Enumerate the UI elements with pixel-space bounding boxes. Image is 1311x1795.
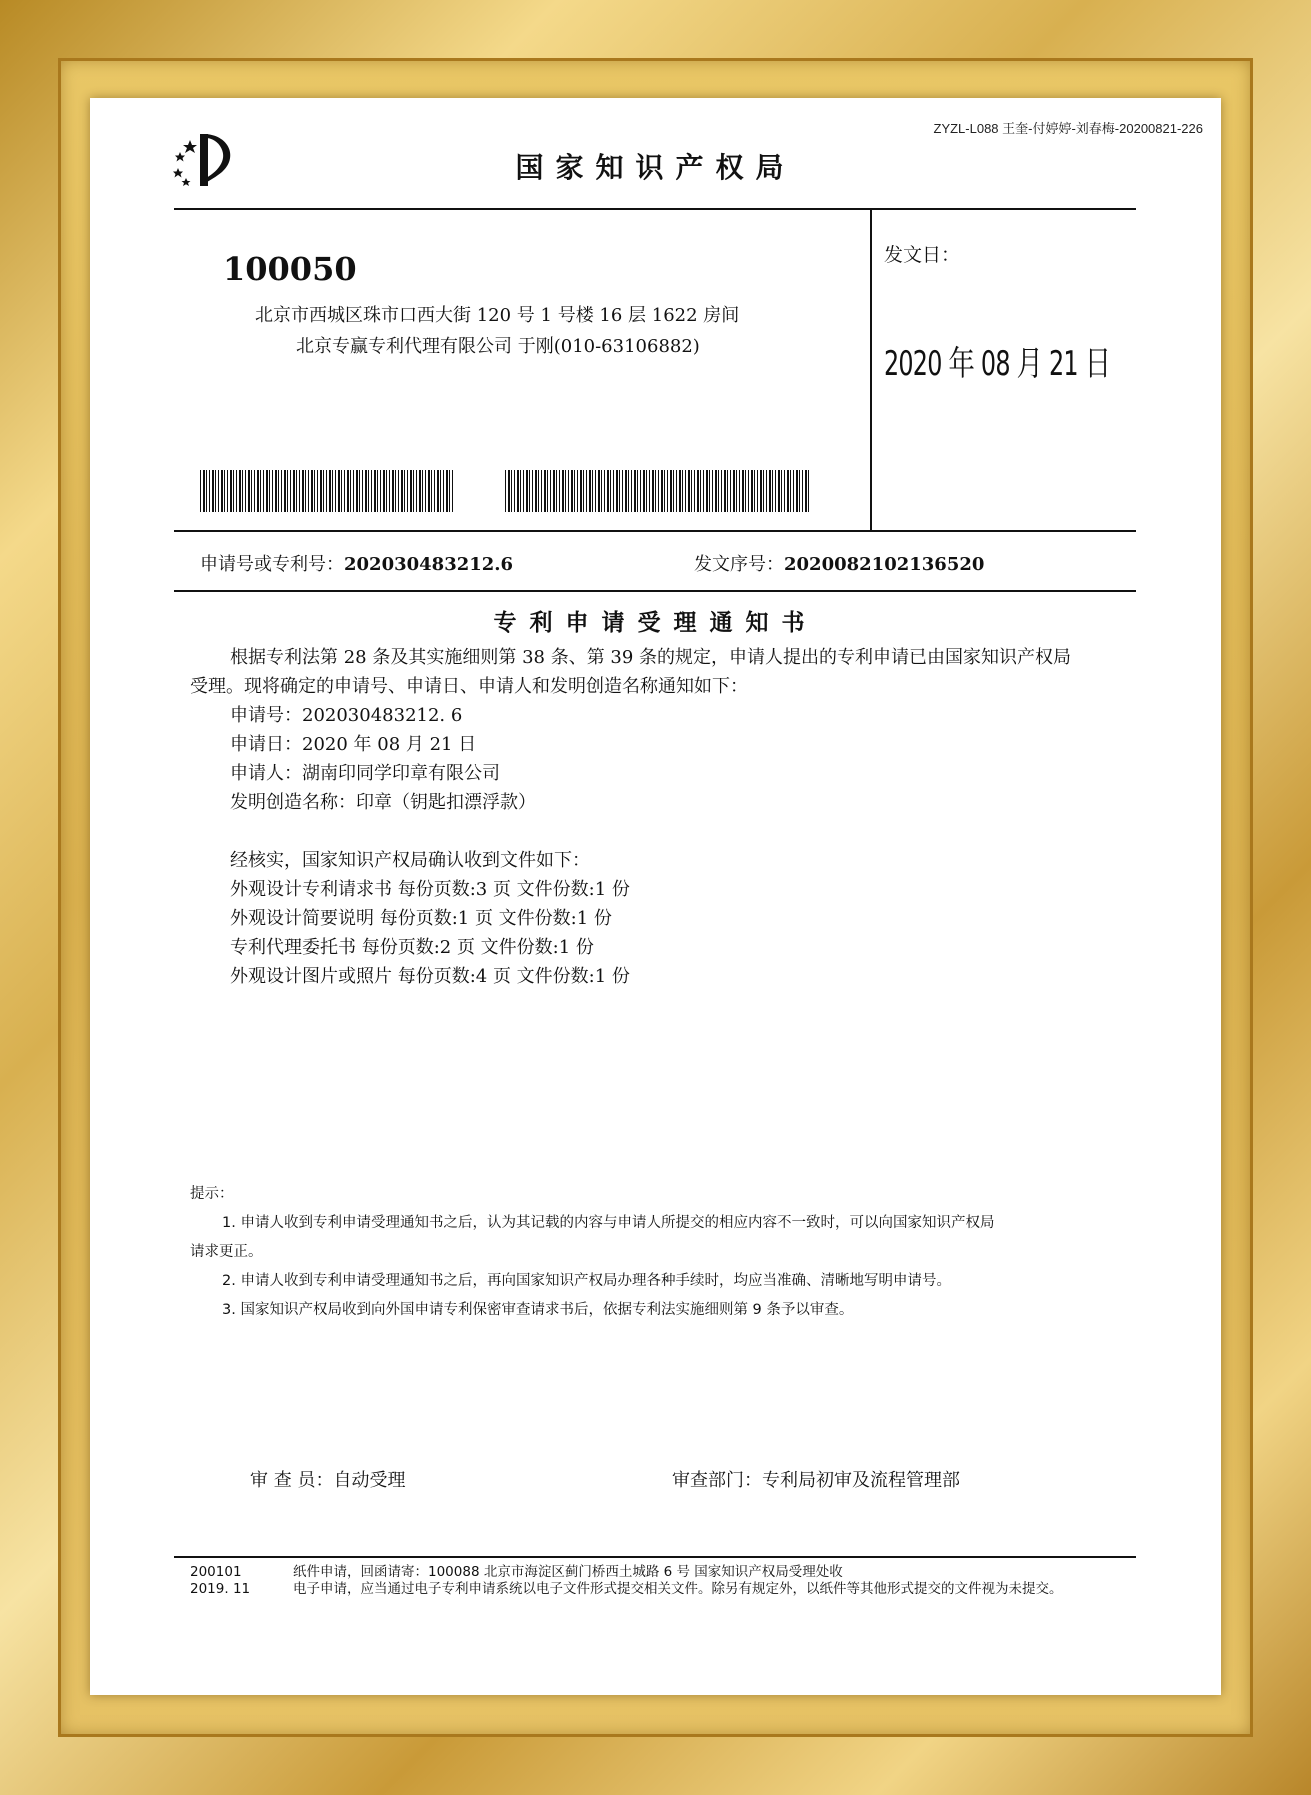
tip-item-1-cont: 请求更正。 [190,1244,263,1260]
footer-paper-submission: 纸件申请，回函请寄：100088 北京市海淀区蓟门桥西土城路 6 号 国家知识产权局受理处收 [293,1564,843,1580]
notice-document [90,98,1221,1695]
document-item: 专利代理委托书 每份页数:2 页 文件份数:1 份 [230,937,594,958]
document-item: 外观设计图片或照片 每份页数:4 页 文件份数:1 份 [230,966,630,987]
intro-line-1: 根据专利法第 28 条及其实施细则第 38 条、第 39 条的规定，申请人提出的专利申请已由国家知识产权局 [230,647,1072,668]
application-number [200,550,513,576]
tips-label: 提示： [190,1186,234,1202]
application-date-line: 申请日：2020 年 08 月 21 日 [230,734,477,755]
notice-body [190,643,1150,991]
serial-number-label: 发文序号： [694,554,784,575]
serial-number-value: 2020082102136520 [784,554,985,575]
form-codes [190,1564,250,1598]
reference-code: ZYZL-L088 王奎-付婷婷-刘春梅-20200821-226 [933,121,1203,136]
office-name: 国家知识产权局 [515,151,796,184]
application-no-line: 申请号：202030483212. 6 [230,705,463,726]
document-item: 外观设计简要说明 每份页数:1 页 文件份数:1 份 [230,908,612,929]
postcode: 100050 [223,250,357,288]
barcode-right [505,470,810,512]
form-version: 2019. 11 [190,1581,251,1597]
invention-name-line: 发明创造名称：印章（钥匙扣漂浮款） [230,792,536,813]
tips-section [190,1180,1150,1325]
examiner: 审 查 员：自动受理 [250,1470,406,1491]
recipient-agency: 北京专赢专利代理有限公司 于刚(010-63106882) [296,336,700,357]
intro-line-2: 受理。现将确定的申请号、申请日、申请人和发明创造名称通知如下： [190,676,748,697]
address-rule [174,530,1136,532]
tip-item-3: 3. 国家知识产权局收到向外国申请专利保密审查请求书后，依据专利法实施细则第 9 条予以审查。 [222,1302,854,1318]
barcode-left [200,470,453,512]
dispatch-date-value: 2020 年 08 月 21 日 [884,344,1111,384]
document-item: 外观设计专利请求书 每份页数:3 页 文件份数:1 份 [230,879,630,900]
header-divider [870,208,872,530]
footer-notes [293,1564,1163,1598]
applicant-line: 申请人：湖南印同学印章有限公司 [230,763,500,784]
footer-electronic-submission: 电子申请，应当通过电子专利申请系统以电子文件形式提交相关文件。除另有规定外，以纸件等其他形式提交的文件视为未提交。 [293,1581,1063,1597]
recipient-address: 北京市西城区珠市口西大街 120 号 1 号楼 16 层 1622 房间 [255,305,740,326]
received-intro: 经核实，国家知识产权局确认收到文件如下： [230,850,590,871]
dispatch-date-label: 发文日： [884,244,961,266]
notice-title: 专利申请受理通知书 [493,610,818,636]
header-rule [174,208,1136,210]
form-code: 200101 [190,1564,242,1580]
tip-item-1: 1. 申请人收到专利申请受理通知书之后，认为其记载的内容与申请人所提交的相应内容不一致时，可以向国家知识产权局 [222,1215,995,1231]
number-rule [174,590,1136,592]
examining-department: 审查部门：专利局初审及流程管理部 [672,1470,960,1491]
dispatch-serial-number [694,550,984,576]
tip-item-2: 2. 申请人收到专利申请受理通知书之后，再向国家知识产权局办理各种手续时，均应当准确、清晰地写明申请号。 [222,1273,951,1289]
application-number-label: 申请号或专利号： [200,554,344,575]
footer-rule [174,1556,1136,1558]
application-number-value: 202030483212.6 [344,554,514,575]
